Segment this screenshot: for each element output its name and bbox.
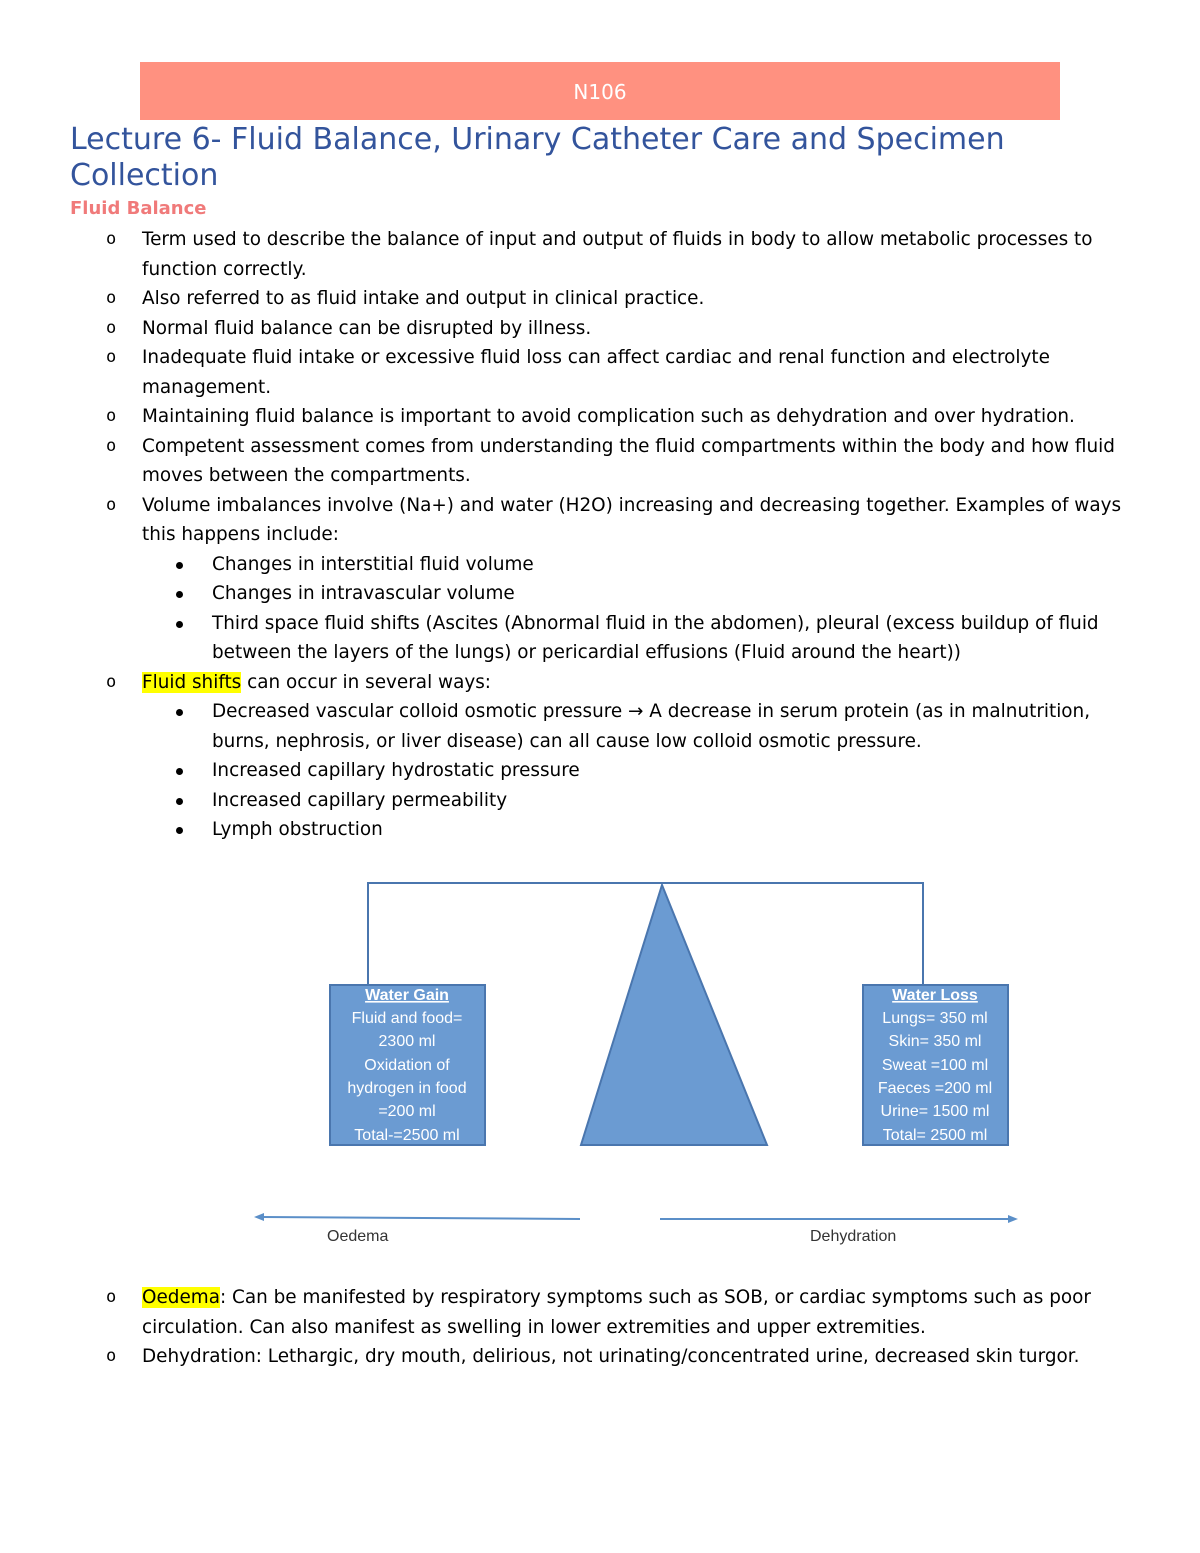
water-gain-line: Total-=2500 ml (354, 1127, 460, 1144)
sub-list-item: Third space fluid shifts (Ascites (Abnormal fluid in the abdomen), pleural (excess buildup of fluid between the layers of the lungs) or pericardial effusions (Fluid around the heart)) (142, 609, 1140, 668)
fulcrum-triangle (581, 885, 767, 1145)
list-item-text: : Can be manifested by respiratory symptoms such as SOB, or cardiac symptoms such as poor circulation. Can also manifest as swelling in lower extremities and upper extremities. (142, 1287, 1091, 1338)
water-loss-line: Lungs= 350 ml (882, 1010, 988, 1027)
dehydration-label: Dehydration (810, 1228, 897, 1245)
water-loss-line: Faeces =200 ml (877, 1080, 993, 1097)
sub-list-item: Decreased vascular colloid osmotic pressure → A decrease in serum protein (as in malnutrition, burns, nephrosis, or liver disease) can all cause low colloid osmotic pressure. (142, 697, 1140, 756)
page-title: Lecture 6- Fluid Balance, Urinary Catheter Care and Specimen Collection (70, 122, 1005, 193)
sub-list-item: Increased capillary permeability (142, 786, 1140, 816)
water-loss-line: Total= 2500 ml (882, 1127, 988, 1144)
section-heading: Fluid Balance (70, 198, 207, 219)
water-loss-line: Sweat =100 ml (881, 1057, 989, 1074)
water-loss-title: Water Loss (892, 987, 978, 1004)
oedema-arrowhead (254, 1213, 264, 1221)
course-header (140, 62, 1060, 120)
water-loss-line: Urine= 1500 ml (880, 1103, 990, 1120)
sub-list-item: Increased capillary hydrostatic pressure (142, 756, 1140, 786)
oedema-arrow (262, 1217, 580, 1219)
water-gain-line: hydrogen in food (347, 1080, 467, 1097)
dehydration-arrowhead (1008, 1215, 1018, 1223)
list-item (100, 491, 1140, 668)
water-gain-line: 2300 ml (378, 1033, 436, 1050)
fluid-balance-list (100, 225, 1140, 845)
sub-list-item: Lymph obstruction (142, 815, 1140, 845)
symptoms-list (100, 1283, 1140, 1372)
list-item-text: can occur in several ways: (241, 671, 491, 693)
list-item-text: Volume imbalances involve (Na+) and water (H2O) increasing and decreasing together. Examples of ways this happens include: (142, 494, 1122, 545)
fluid-balance-diagram (0, 870, 1200, 1260)
list-item: o Normal fluid balance can be disrupted by illness. (100, 314, 1140, 344)
list-item: o Term used to describe the balance of input and output of fluids in body to allow metabolic processes to function correctly. (100, 225, 1140, 284)
highlighted-term: Fluid shifts (142, 671, 242, 693)
list-item: o Dehydration: Lethargic, dry mouth, delirious, not urinating/concentrated urine, decreased skin turgor. (100, 1342, 1140, 1372)
list-item: o Competent assessment comes from understanding the fluid compartments within the body and how fluid moves between the compartments. (100, 432, 1140, 491)
oedema-label: Oedema (327, 1228, 389, 1245)
water-gain-line: Fluid and food= (351, 1010, 463, 1027)
list-item (100, 1283, 1140, 1342)
volume-examples-list (142, 550, 1140, 668)
course-code: N106 (573, 80, 627, 104)
fluid-shifts-list (142, 697, 1140, 845)
highlighted-term: Oedema (142, 1287, 220, 1308)
water-gain-line: =200 ml (378, 1103, 436, 1120)
water-gain-title: Water Gain (365, 987, 449, 1004)
list-item: o Maintaining fluid balance is important to avoid complication such as dehydration and over hydration. (100, 402, 1140, 432)
sub-list-item: Changes in interstitial fluid volume (142, 550, 1140, 580)
list-item (100, 668, 1140, 845)
sub-list-item: Changes in intravascular volume (142, 579, 1140, 609)
water-loss-line: Skin= 350 ml (888, 1033, 982, 1050)
water-gain-line: Oxidation of (364, 1057, 450, 1074)
list-item: o Also referred to as fluid intake and output in clinical practice. (100, 284, 1140, 314)
list-item: o Inadequate fluid intake or excessive fluid loss can affect cardiac and renal function and electrolyte management. (100, 343, 1140, 402)
